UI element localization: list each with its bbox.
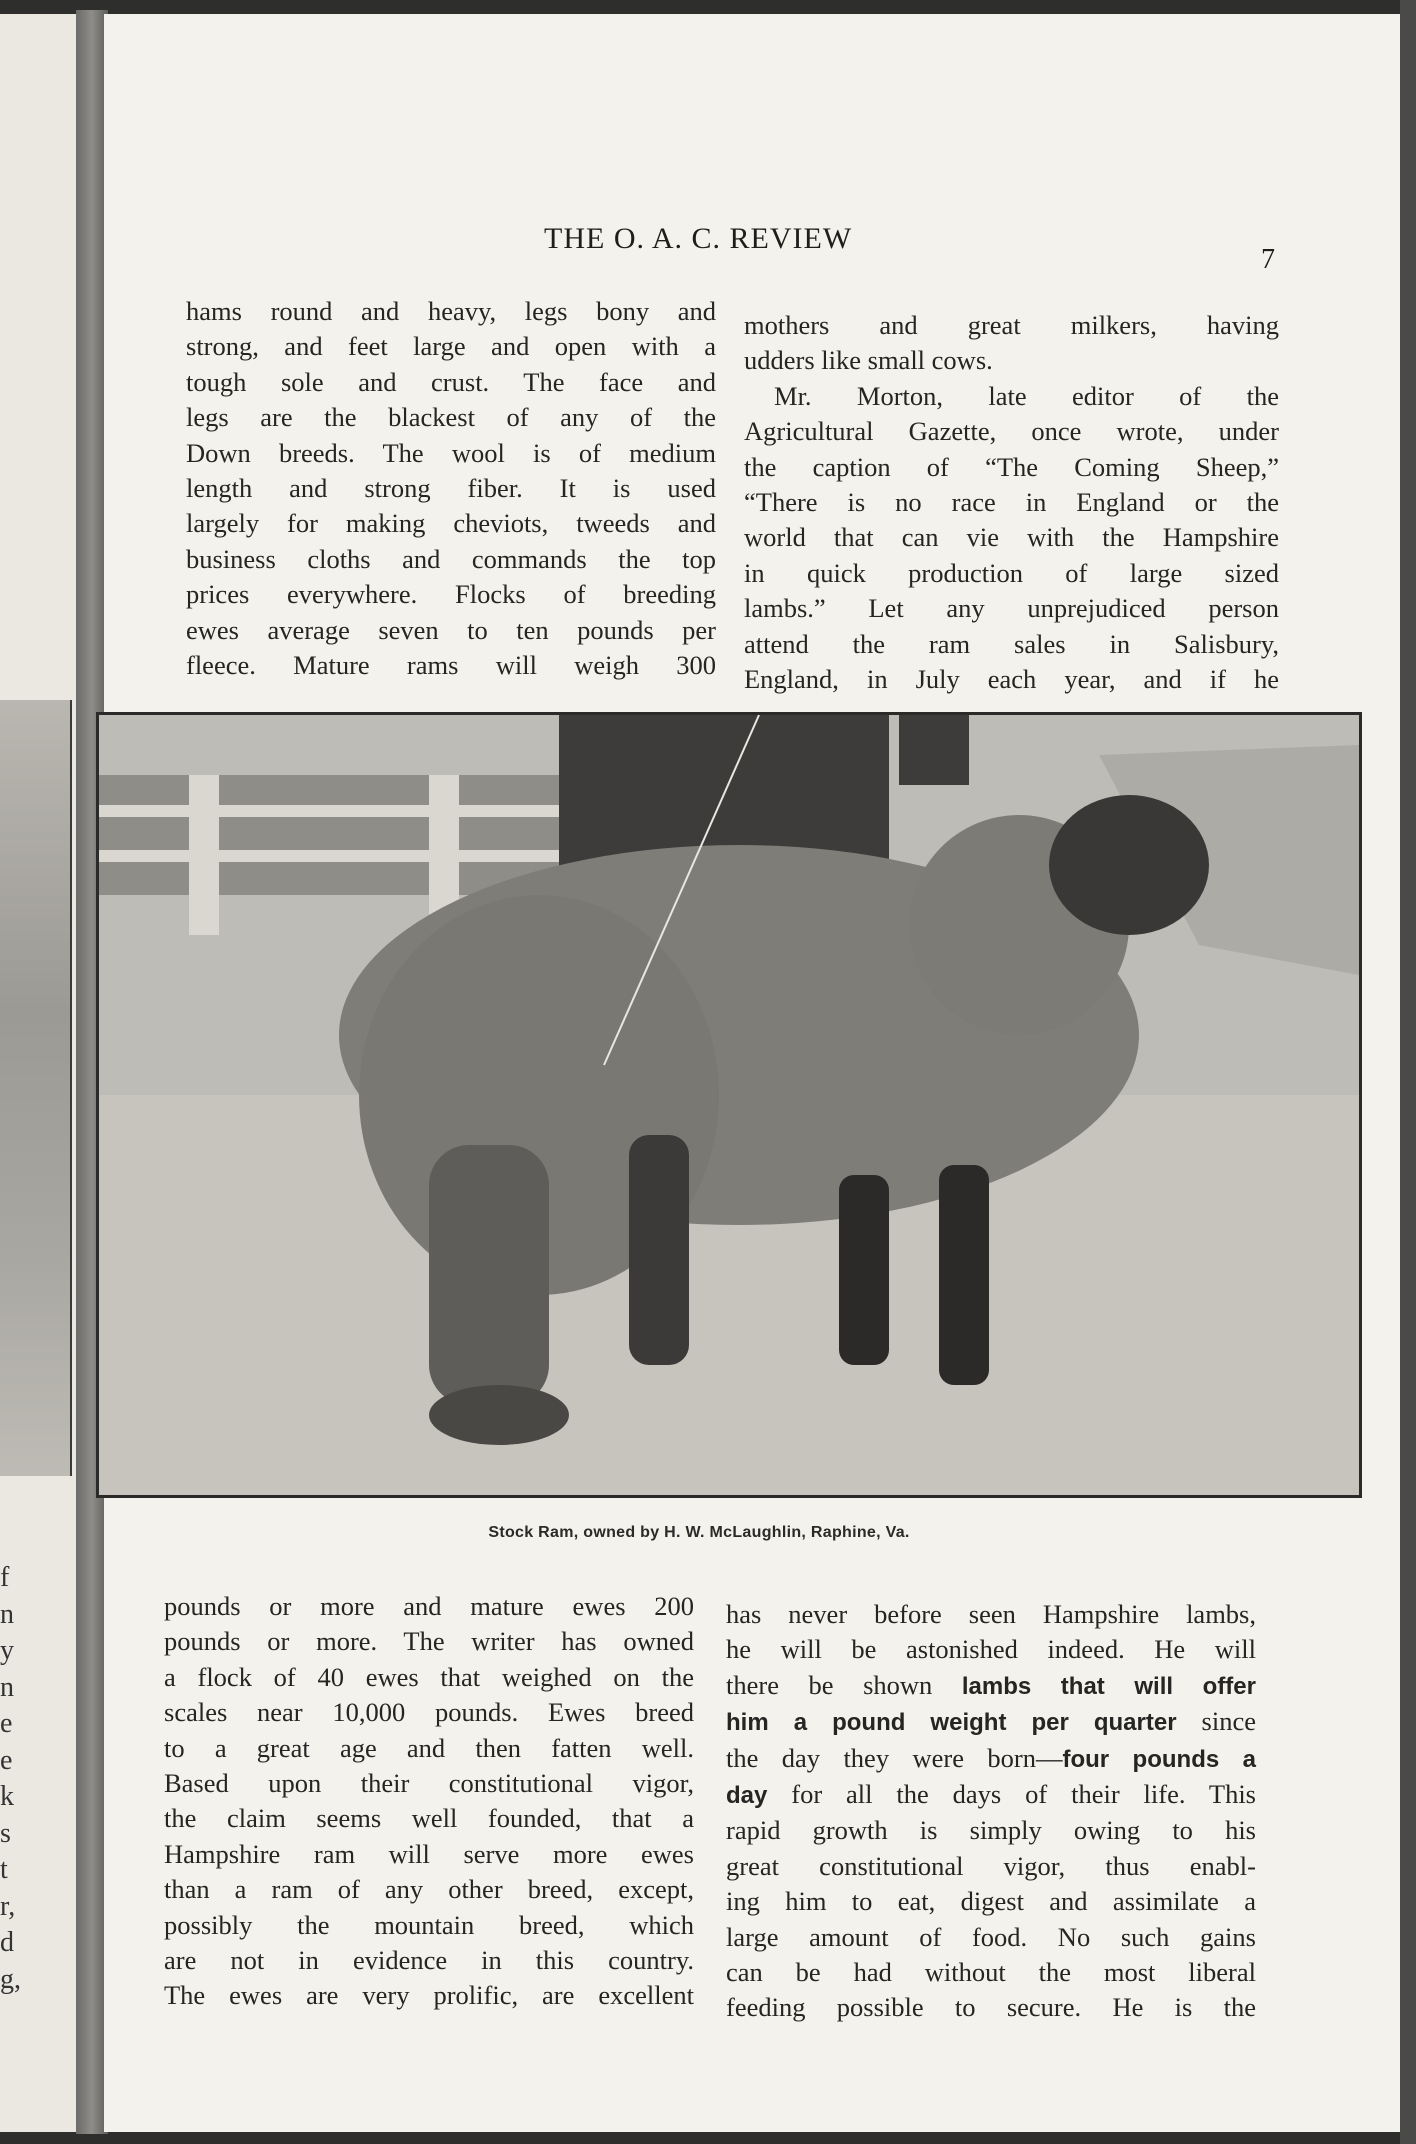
text-line: Agricultural Gazette, once wrote, under (744, 416, 1279, 447)
ram-illustration (99, 715, 1359, 1495)
text-line: length and strong fiber. It is used (186, 473, 716, 504)
bold-text-run: day (726, 1782, 768, 1810)
text-line: business cloths and commands the top (186, 543, 716, 574)
text-column-2 (744, 308, 1279, 697)
text-line: strong, and feet large and open with a (186, 331, 716, 362)
text-line (726, 1668, 1256, 1704)
ram-photograph (96, 712, 1362, 1498)
fragment: g, (0, 1963, 21, 1995)
text-line: lambs.” Let any unprejudiced person (744, 593, 1279, 624)
text-line (726, 1704, 1256, 1740)
text-line (726, 1777, 1256, 1813)
right-page-edge (1400, 0, 1416, 2144)
text-line: Down breeds. The wool is of medium (186, 437, 716, 468)
text-line: attend the ram sales in Salisbury, (744, 628, 1279, 659)
text-line: fleece. Mature rams will weigh 300 (186, 650, 716, 681)
page-header (104, 202, 1400, 275)
text-line: tough sole and crust. The face and (186, 366, 716, 397)
fragment: e (0, 1708, 13, 1739)
text-line: large amount of food. No such gains (726, 1921, 1256, 1952)
page-number: 7 (1261, 244, 1275, 275)
text-column-1 (186, 294, 716, 683)
text-line: The ewes are very prolific, are excellent (164, 1980, 694, 2011)
text-line: possibly the mountain breed, which (164, 1909, 694, 1940)
fragment: n (0, 1598, 14, 1630)
text-column-3 (164, 1589, 694, 2014)
fragment: t (0, 1854, 8, 1885)
text-line: in quick production of large sized (744, 557, 1279, 588)
text-line: mothers and great milkers, having (744, 310, 1279, 340)
text-line: Based upon their constitutional vigor, (164, 1768, 694, 1799)
left-page-text-fragments (0, 1560, 21, 1998)
text-line: “There is no race in England or the (744, 487, 1279, 518)
text-run: the day they were born— (726, 1742, 1063, 1773)
left-page-photo-fragment (0, 700, 72, 1476)
text-run: for all the days of their life. This (767, 1779, 1256, 1810)
text-line: prices everywhere. Flocks of breeding (186, 579, 716, 610)
text-line: largely for making cheviots, tweeds and (186, 508, 716, 539)
fragment: f (0, 1562, 10, 1593)
text-line: scales near 10,000 pounds. Ewes breed (164, 1697, 694, 1728)
text-line: world that can vie with the Hampshire (744, 522, 1279, 553)
text-line: legs are the blackest of any of the (186, 402, 716, 433)
fragment: k (0, 1781, 14, 1812)
text-line: to a great age and then fatten well. (164, 1732, 694, 1763)
text-line: he will be astonished indeed. He will (726, 1634, 1256, 1665)
text-line: great constitutional vigor, thus enabl- (726, 1850, 1256, 1881)
fragment: r, (0, 1890, 16, 1922)
page (104, 14, 1400, 2132)
text-line: can be had without the most liberal (726, 1957, 1256, 1988)
text-run: since (1176, 1706, 1257, 1737)
text-line: the claim seems well founded, that a (164, 1803, 694, 1834)
text-line: are not in evidence in this country. (164, 1945, 694, 1976)
text-line: England, in July each year, and if he (744, 664, 1279, 695)
text-line: than a ram of any other breed, except, (164, 1874, 694, 1905)
fragment: d (0, 1927, 14, 1958)
text-line: the caption of “The Coming Sheep,” (744, 451, 1279, 482)
fragment: e (0, 1744, 13, 1776)
bold-text-run: him a pound weight per quarter (726, 1709, 1177, 1737)
bold-text-run: four pounds a (1062, 1745, 1256, 1773)
photo-caption: Stock Ram, owned by H. W. McLaughlin, Raphine, Va. (488, 1524, 910, 1541)
text-line: hams round and heavy, legs bony and (186, 296, 716, 326)
text-run: there be shown (726, 1669, 962, 1700)
text-line: Hampshire ram will serve more ewes (164, 1838, 694, 1869)
text-line: feeding possible to secure. He is the (726, 1992, 1256, 2023)
text-line: udders like small cows. (744, 345, 993, 376)
fragment: y (0, 1635, 14, 1666)
bold-text-run: lambs that will offer (961, 1672, 1256, 1700)
text-line (726, 1741, 1256, 1777)
fragment: s (0, 1817, 11, 1849)
text-line: rapid growth is simply owing to his (726, 1815, 1256, 1846)
text-line: ing him to eat, digest and assimilate a (726, 1886, 1256, 1917)
fragment: n (0, 1671, 14, 1703)
text-line: Mr. Morton, late editor of the (774, 380, 1279, 411)
text-column-4 (726, 1597, 1256, 2026)
text-line: has never before seen Hampshire lambs, (726, 1599, 1256, 1629)
text-line: a flock of 40 ewes that weighed on the (164, 1661, 694, 1692)
text-line: pounds or more and mature ewes 200 (164, 1591, 694, 1621)
text-line: ewes average seven to ten pounds per (186, 614, 716, 645)
running-title: THE O. A. C. REVIEW (544, 222, 853, 255)
text-line: pounds or more. The writer has owned (164, 1626, 694, 1657)
